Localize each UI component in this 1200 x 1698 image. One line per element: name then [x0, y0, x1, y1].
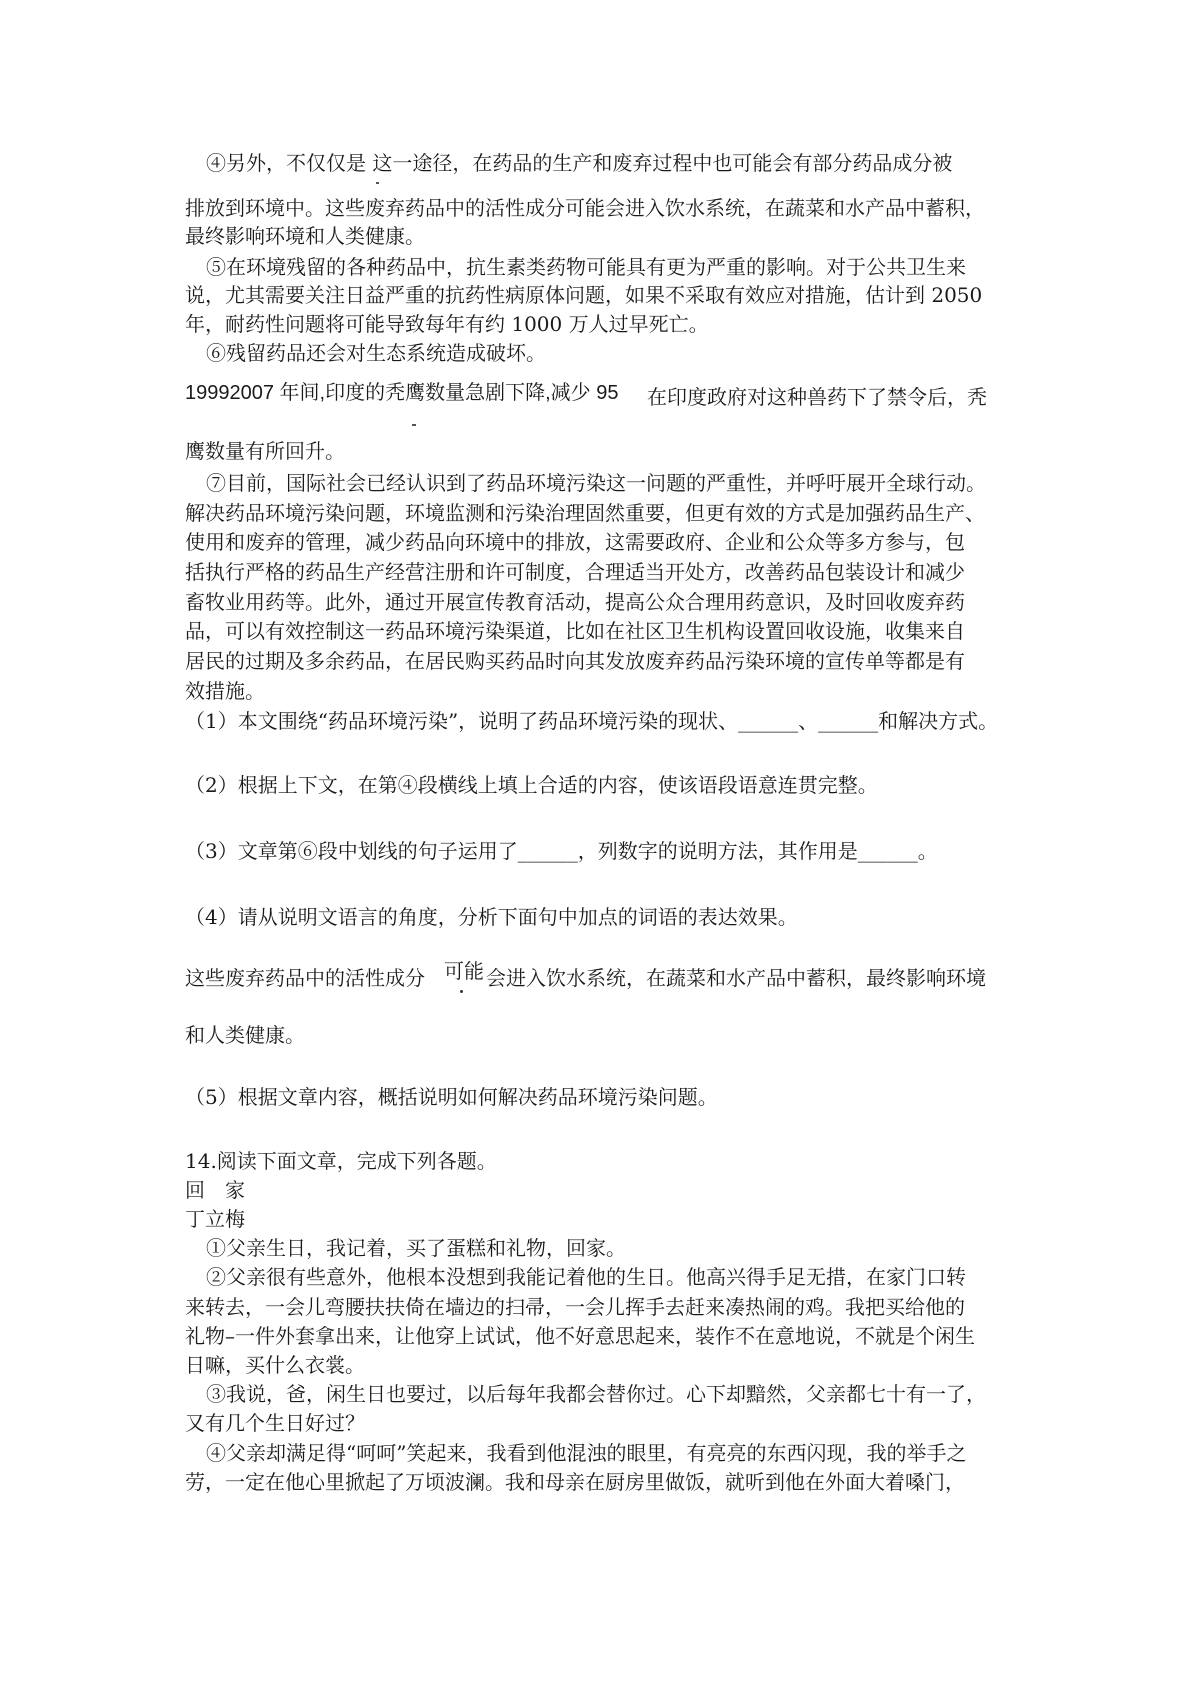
text-line: 说，尤其需要关注日益严重的抗药性病原体问题，如果不采取有效应对措施，估计到 2050: [185, 283, 983, 307]
text-line: ⑥残留药品还会对生态系统造成破坏。: [206, 341, 546, 365]
text-line: ⑤在环境残留的各种药品中，抗生素类药物可能具有更为严重的影响。对于公共卫生来: [206, 255, 966, 279]
article-author: 丁立梅: [185, 1207, 245, 1231]
text-line: 来转去，一会儿弯腰扶扶倚在墙边的扫帚，一会儿挥手去赶来凑热闹的鸡。我把买给他的: [185, 1295, 965, 1319]
text-line: ④父亲却满足得“呵呵”笑起来，我看到他混浊的眼里，有亮亮的东西闪现，我的举手之: [206, 1441, 967, 1465]
text-line: 又有几个生日好过？: [185, 1411, 365, 1435]
text-line: ④另外，不仅仅是 这一途径，在药品的生产和废弃过程中也可能会有部分药品成分被: [206, 151, 953, 175]
text-line: 解决药品环境污染问题，环境监测和污染治理固然重要，但更有效的方式是加强药品生产、: [185, 501, 985, 525]
text-line: ⑦目前，国际社会已经认识到了药品环境污染这一问题的严重性，并呼吁展开全球行动。: [206, 471, 986, 495]
article-title: 回 家: [185, 1178, 245, 1202]
question-2: （2）根据上下文，在第④段横线上填上合适的内容，使该语段语意连贯完整。: [185, 773, 878, 797]
question-5: （5）根据文章内容，概括说明如何解决药品环境污染问题。: [185, 1085, 718, 1109]
dotted-word: 可能: [444, 959, 484, 983]
question-1: （1）本文围绕“药品环境污染”，说明了药品环境污染的现状、______、______和解决方式。: [185, 709, 999, 733]
emphasis-dot: [460, 990, 463, 993]
text-line: 日嘛，买什么衣裳。: [185, 1353, 365, 1377]
text-line: 括执行严格的药品生产经营注册和许可制度，合理适当开处方，改善药品包装设计和减少: [185, 560, 965, 584]
text-line: ③我说，爸，闲生日也要过，以后每年我都会替你过。心下却黯然，父亲都七十有一了，: [206, 1382, 986, 1406]
quoted-sentence-rest: 会进入饮水系统，在蔬菜和水产品中蓄积，最终影响环境: [486, 966, 986, 990]
question-3: （3）文章第⑥段中划线的句子运用了______，列数字的说明方法，其作用是______。: [185, 839, 938, 863]
text-line: 和人类健康。: [185, 1023, 305, 1047]
quoted-sentence-start: 这些废弃药品中的活性成分: [185, 966, 425, 990]
text-line: 劳，一定在他心里掀起了万顷波澜。我和母亲在厨房里做饭，就听到他在外面大着嗓门，: [185, 1470, 965, 1494]
text-line: 礼物–一件外套拿出来，让他穿上试试，他不好意思起来，装作不在意地说，不就是个闲生: [185, 1324, 975, 1348]
text-line: 使用和废弃的管理，减少药品向环境中的排放，这需要政府、企业和公众等多方参与，包: [185, 530, 965, 554]
blank-marker: [376, 182, 379, 184]
text-line: ①父亲生日，我记着，买了蛋糕和礼物，回家。: [206, 1236, 626, 1260]
section-heading: 14.阅读下面文章，完成下列各题。: [185, 1149, 497, 1173]
text-line: 最终影响环境和人类健康。: [185, 224, 425, 248]
text-line: ②父亲很有些意外，他根本没想到我能记着他的生日。他高兴得手足无措，在家门口转: [206, 1265, 966, 1289]
text-line: 在印度政府对这种兽药下了禁令后，秃: [647, 385, 987, 409]
text-line: 鹰数量有所回升。: [185, 439, 345, 463]
text-line: 年，耐药性问题将可能导致每年有约 1000 万人过早死亡。: [185, 312, 709, 336]
text-line: 效措施。: [185, 679, 265, 703]
text-line: 19992007 年间,印度的秃鹰数量急剧下降,减少 95: [185, 382, 619, 404]
question-4: （4）请从说明文语言的角度，分析下面句中加点的词语的表达效果。: [185, 905, 798, 929]
text-line: 居民的过期及多余药品，在居民购买药品时向其发放废弃药品污染环境的宣传单等都是有: [185, 649, 965, 673]
text-line: 品，可以有效控制这一药品环境污染渠道，比如在社区卫生机构设置回收设施，收集来自: [185, 619, 965, 643]
text-line: 畜牧业用药等。此外，通过开展宣传教育活动，提高公众合理用药意识，及时回收废弃药: [185, 590, 965, 614]
text-line: 排放到环境中。这些废弃药品中的活性成分可能会进入饮水系统，在蔬菜和水产品中蓄积，: [185, 196, 985, 220]
dot-marker: [412, 424, 416, 426]
